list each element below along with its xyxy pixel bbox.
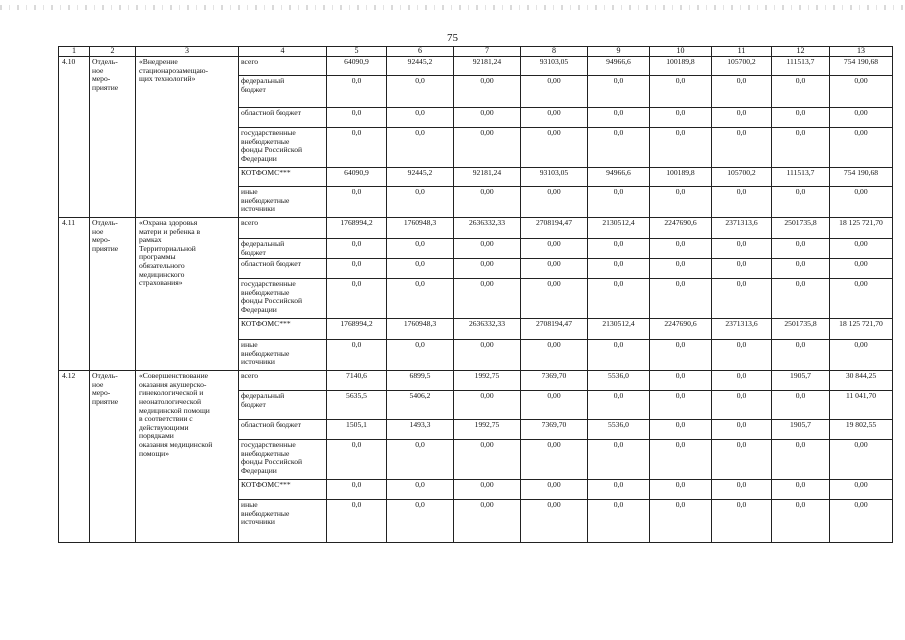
amount-cell: 0,00 [454,279,521,319]
amount-cell: 0,00 [830,239,893,259]
amount-cell: 0,0 [387,187,454,218]
amount-cell: 0,0 [650,187,712,218]
column-number-cell: 8 [521,47,588,57]
amount-cell: 1992,75 [454,371,521,391]
amount-cell: 64090,9 [327,168,387,187]
amount-cell: 0,0 [650,76,712,108]
funding-source: государственные внебюджетные фонды Российской Федерации [239,279,327,319]
amount-cell: 0,0 [387,239,454,259]
amount-cell: 0,0 [588,340,650,371]
amount-cell: 0,0 [712,500,772,543]
amount-cell: 0,00 [454,76,521,108]
amount-cell: 0,00 [454,259,521,279]
amount-cell: 2371313,6 [712,319,772,340]
funding-source: иные внебюджетные источники [239,500,327,543]
amount-cell: 0,0 [588,500,650,543]
amount-cell: 0,0 [327,340,387,371]
funding-source: областной бюджет [239,259,327,279]
amount-cell: 0,00 [830,259,893,279]
amount-cell: 0,0 [327,480,387,500]
amount-cell: 93103,05 [521,168,588,187]
amount-cell: 2371313,6 [712,218,772,239]
funding-source: федеральный бюджет [239,239,327,259]
amount-cell: 0,0 [387,440,454,480]
amount-cell: 2501735,8 [772,218,830,239]
amount-cell: 0,0 [387,128,454,168]
amount-cell: 0,0 [588,391,650,420]
column-number-cell: 5 [327,47,387,57]
funding-source: КОТФОМС*** [239,319,327,340]
amount-cell: 0,0 [712,279,772,319]
amount-cell: 30 844,25 [830,371,893,391]
amount-cell: 5536,0 [588,371,650,391]
amount-cell: 0,0 [588,128,650,168]
amount-cell: 0,00 [454,480,521,500]
amount-cell: 754 190,68 [830,168,893,187]
amount-cell: 5635,5 [327,391,387,420]
amount-cell: 92181,24 [454,168,521,187]
amount-cell: 0,0 [712,480,772,500]
amount-cell: 0,0 [327,128,387,168]
amount-cell: 0,00 [830,279,893,319]
amount-cell: 2708194,47 [521,319,588,340]
item-name: «Охрана здоровья матери и ребенка в рамках Территориальной программы обязательного медицинского страхования» [136,218,239,371]
amount-cell: 0,0 [772,108,830,128]
amount-cell: 0,0 [588,239,650,259]
amount-cell: 0,0 [387,340,454,371]
column-number-cell: 13 [830,47,893,57]
amount-cell: 0,0 [772,500,830,543]
amount-cell: 0,0 [712,128,772,168]
amount-cell: 0,0 [650,391,712,420]
column-number-cell: 12 [772,47,830,57]
column-number-cell: 2 [90,47,136,57]
amount-cell: 0,00 [521,76,588,108]
budget-table [58,46,893,543]
page-number: 75 [447,32,458,44]
amount-cell: 0,00 [521,187,588,218]
amount-cell: 0,0 [327,440,387,480]
amount-cell: 0,00 [521,340,588,371]
amount-cell: 94966,6 [588,168,650,187]
item-type: Отдель- ное меро- приятие [90,57,136,218]
amount-cell: 2501735,8 [772,319,830,340]
amount-cell: 100189,8 [650,168,712,187]
amount-cell: 7140,6 [327,371,387,391]
column-number-cell: 4 [239,47,327,57]
amount-cell: 0,0 [327,500,387,543]
amount-cell: 0,00 [454,187,521,218]
amount-cell: 18 125 721,70 [830,218,893,239]
amount-cell: 11 041,70 [830,391,893,420]
amount-cell: 0,00 [830,440,893,480]
amount-cell: 0,0 [772,239,830,259]
amount-cell: 0,0 [588,76,650,108]
funding-source: федеральный бюджет [239,391,327,420]
amount-cell: 0,00 [521,128,588,168]
item-type: Отдель- ное меро- приятие [90,218,136,371]
amount-cell: 0,0 [327,76,387,108]
funding-source: областной бюджет [239,108,327,128]
amount-cell: 0,0 [772,259,830,279]
amount-cell: 64090,9 [327,57,387,76]
amount-cell: 0,00 [521,500,588,543]
amount-cell: 1905,7 [772,420,830,440]
amount-cell: 0,0 [772,391,830,420]
column-number-row [59,47,893,57]
amount-cell: 0,0 [588,440,650,480]
amount-cell: 2130512,4 [588,319,650,340]
amount-cell: 0,0 [650,259,712,279]
amount-cell: 0,0 [772,279,830,319]
amount-cell: 0,00 [521,440,588,480]
amount-cell: 0,00 [830,76,893,108]
funding-source: государственные внебюджетные фонды Российской Федерации [239,128,327,168]
amount-cell: 0,0 [712,340,772,371]
amount-cell: 0,0 [712,440,772,480]
amount-cell: 0,0 [712,371,772,391]
amount-cell: 0,0 [712,76,772,108]
table-row [59,371,893,391]
amount-cell: 2708194,47 [521,218,588,239]
funding-source: всего [239,371,327,391]
amount-cell: 0,00 [454,500,521,543]
amount-cell: 94966,6 [588,57,650,76]
amount-cell: 0,0 [650,340,712,371]
column-number-cell: 1 [59,47,90,57]
amount-cell: 0,0 [387,108,454,128]
amount-cell: 0,0 [650,239,712,259]
amount-cell: 1760948,3 [387,218,454,239]
amount-cell: 0,00 [830,340,893,371]
column-number-cell: 10 [650,47,712,57]
amount-cell: 0,0 [387,500,454,543]
amount-cell: 0,00 [830,108,893,128]
scan-artifact-line [0,5,905,10]
amount-cell: 1493,3 [387,420,454,440]
amount-cell: 0,00 [521,108,588,128]
amount-cell: 0,00 [521,480,588,500]
amount-cell: 92445,2 [387,168,454,187]
amount-cell: 0,00 [454,391,521,420]
amount-cell: 1760948,3 [387,319,454,340]
amount-cell: 0,0 [588,480,650,500]
amount-cell: 2130512,4 [588,218,650,239]
amount-cell: 0,0 [772,187,830,218]
amount-cell: 0,00 [521,279,588,319]
amount-cell: 0,00 [454,440,521,480]
funding-source: иные внебюджетные источники [239,340,327,371]
amount-cell: 0,0 [588,108,650,128]
amount-cell: 0,0 [650,500,712,543]
column-number-cell: 6 [387,47,454,57]
column-number-cell: 3 [136,47,239,57]
column-number-cell: 11 [712,47,772,57]
amount-cell: 5406,2 [387,391,454,420]
amount-cell: 92181,24 [454,57,521,76]
item-name: «Внедрение стационарозамещаю- щих технологий» [136,57,239,218]
amount-cell: 0,0 [650,440,712,480]
amount-cell: 0,00 [454,340,521,371]
amount-cell: 5536,0 [588,420,650,440]
amount-cell: 0,00 [454,128,521,168]
item-number: 4.11 [59,218,90,371]
amount-cell: 0,0 [387,279,454,319]
amount-cell: 1768994,2 [327,319,387,340]
amount-cell: 0,0 [712,239,772,259]
amount-cell: 100189,8 [650,57,712,76]
amount-cell: 0,0 [650,108,712,128]
table-row [59,218,893,239]
amount-cell: 0,0 [650,480,712,500]
amount-cell: 1905,7 [772,371,830,391]
amount-cell: 0,0 [772,440,830,480]
amount-cell: 0,00 [454,108,521,128]
funding-source: областной бюджет [239,420,327,440]
funding-source: всего [239,218,327,239]
amount-cell: 2636332,33 [454,218,521,239]
amount-cell: 0,0 [387,76,454,108]
funding-source: федеральный бюджет [239,76,327,108]
amount-cell: 0,0 [387,480,454,500]
amount-cell: 0,0 [712,391,772,420]
amount-cell: 0,0 [712,108,772,128]
amount-cell: 92445,2 [387,57,454,76]
amount-cell: 0,0 [588,259,650,279]
table-body [59,57,893,543]
amount-cell: 0,0 [588,279,650,319]
amount-cell: 0,0 [712,187,772,218]
amount-cell: 0,0 [588,187,650,218]
amount-cell: 0,00 [830,128,893,168]
amount-cell: 0,0 [327,108,387,128]
amount-cell: 111513,7 [772,57,830,76]
amount-cell: 0,0 [650,371,712,391]
funding-source: иные внебюджетные источники [239,187,327,218]
amount-cell: 0,0 [327,187,387,218]
amount-cell: 0,00 [830,500,893,543]
item-name: «Совершенствование оказания акушерско- гинекологической и неонатологической медицинской помощи в соответствии с действующими порядками оказания медицинской помощи» [136,371,239,543]
amount-cell: 111513,7 [772,168,830,187]
amount-cell: 754 190,68 [830,57,893,76]
amount-cell: 0,0 [712,259,772,279]
amount-cell: 1992,75 [454,420,521,440]
amount-cell: 0,0 [650,128,712,168]
amount-cell: 0,0 [772,340,830,371]
amount-cell: 0,00 [454,239,521,259]
amount-cell: 18 125 721,70 [830,319,893,340]
funding-source: КОТФОМС*** [239,168,327,187]
amount-cell: 0,0 [712,420,772,440]
amount-cell: 0,0 [387,259,454,279]
item-number: 4.12 [59,371,90,543]
amount-cell: 0,0 [772,480,830,500]
amount-cell: 0,00 [521,239,588,259]
amount-cell: 2636332,33 [454,319,521,340]
amount-cell: 6899,5 [387,371,454,391]
table-row [59,57,893,76]
column-number-cell: 7 [454,47,521,57]
amount-cell: 1505,1 [327,420,387,440]
item-type: Отдель- ное меро- приятие [90,371,136,543]
amount-cell: 0,0 [772,76,830,108]
amount-cell: 0,0 [327,259,387,279]
amount-cell: 0,0 [327,239,387,259]
amount-cell: 0,0 [772,128,830,168]
amount-cell: 0,00 [830,480,893,500]
item-number: 4.10 [59,57,90,218]
funding-source: КОТФОМС*** [239,480,327,500]
funding-source: всего [239,57,327,76]
amount-cell: 19 802,55 [830,420,893,440]
amount-cell: 0,00 [521,391,588,420]
amount-cell: 93103,05 [521,57,588,76]
amount-cell: 105700,2 [712,168,772,187]
column-number-cell: 9 [588,47,650,57]
funding-source: государственные внебюджетные фонды Российской Федерации [239,440,327,480]
amount-cell: 0,0 [650,420,712,440]
amount-cell: 0,0 [327,279,387,319]
amount-cell: 0,00 [830,187,893,218]
amount-cell: 2247690,6 [650,218,712,239]
amount-cell: 105700,2 [712,57,772,76]
amount-cell: 7369,70 [521,371,588,391]
amount-cell: 7369,70 [521,420,588,440]
amount-cell: 0,0 [650,279,712,319]
amount-cell: 1768994,2 [327,218,387,239]
amount-cell: 2247690,6 [650,319,712,340]
amount-cell: 0,00 [521,259,588,279]
